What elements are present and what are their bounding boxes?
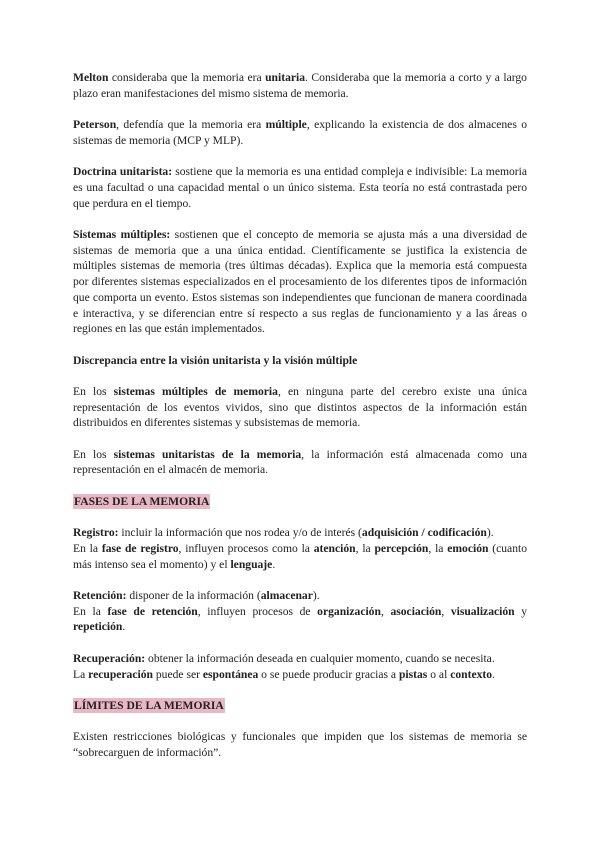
paragraph-limites: Existen restricciones biológicas y funcionales que impiden que los sistemas de memoria se “sobrecarguen de información”. [73,730,527,760]
paragraph-recuperacion: Recuperación: obtener la información deseada en cualquier momento, cuando se necesita. La recuperación puede ser espontánea o se puede producir gracias a pistas o al contexto. [73,651,495,681]
paragraph-multiple-systems: En los sistemas múltiples de memoria, en ninguna parte del cerebro existe una única representación de los eventos vividos, sino que distintos aspectos de la información están distribuidos en diferentes sistemas y subsistemas de memoria. [73,384,528,430]
paragraph-registro: Registro: incluir la información que nos rodea y/o de interés (adquisición / codificación). En la fase de registro, influyen procesos como la atención, la percepción, la emoción (cuanto más intenso sea el momento) y el lenguaje. [73,526,528,571]
paragraph-retencion: Retención: disponer de la información (almacenar). En la fase de retención, influyen procesos de organización, asociación, visualización y repetición. [73,589,528,634]
paragraph-melton: Melton consideraba que la memoria era unitaria. Consideraba que la memoria a corto y a largo plazo eran manifestaciones del mismo sistema de memoria. [73,71,527,100]
paragraph-doctrina-unitarista: Doctrina unitarista: sostiene que la memoria es una entidad compleja e indivisible: La memoria es una facultad o una capacidad mental o un único sistema. Esta teoría no está contrastada pero que perdura en el tiempo. [73,165,528,210]
section-title-fases: FASES DE LA MEMORIA [74,494,210,508]
paragraph-peterson: Peterson, defendía que la memoria era múltiple, explicando la existencia de dos almacenes o sistemas de memoria (MCP y MLP). [73,118,527,147]
discrepancy-heading: Discrepancia entre la visión unitarista y la visión múltiple [73,353,358,367]
paragraph-sistemas-multiples: Sistemas múltiples: sostienen que el concepto de memoria se ajusta más a una diversidad de sistemas de memoria que a una única entidad. Científicamente se justifica la existencia de múltiples sistemas de memoria (tres últimas décadas). Explica que la memoria está compuesta por diferentes sistemas especializados en el procesamiento de los diferentes tipos de información que comporta un evento. Estos sistemas son independientes que funcionan de manera coordinada e interactiva, y se diferencian entre sí respecto a sus reglas de funcionamiento y a las áreas o regiones en las que están implementados. [73,227,527,336]
section-title-limites: LÍMITES DE LA MEMORIA [74,698,224,712]
paragraph-unitarist-systems: En los sistemas unitaristas de la memoria, la información está almacenada como una representación en el almacén de memoria. [73,447,527,477]
